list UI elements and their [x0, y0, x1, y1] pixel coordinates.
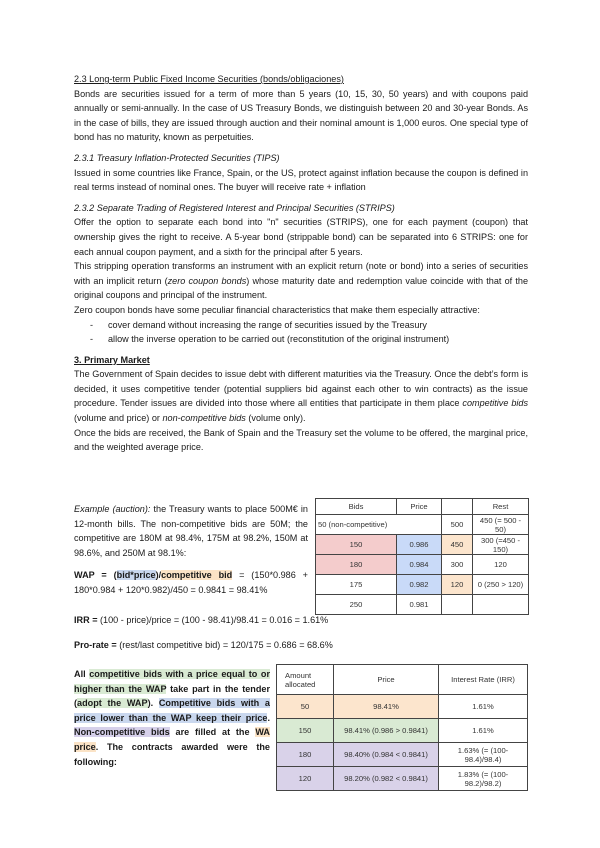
wap-formula: WAP = (bid*price)/competitive bid = (150*0.986 + 180*0.984 + 120*0.982)/450 = 0.9841 = 98.41%: [74, 570, 308, 595]
section-2-3-1-heading: 2.3.1 Treasury Inflation-Protected Securities (TIPS): [74, 152, 280, 163]
cell: 120: [442, 575, 473, 595]
table-header-row: [277, 665, 528, 695]
strips-paragraph-2: This stripping operation transforms an instrument with an explicit return (note or bond) into a series of securities with an implicit return (zero coupon bonds) whose maturity date and redemption value coincide with that of the original coupons and principal of the instrument.: [74, 261, 529, 301]
cell: [473, 595, 529, 615]
table-row: [277, 767, 528, 791]
cell: 1.63% (= (100-98.4)/98.4): [439, 743, 528, 767]
cell: 1.83% (= (100-98.2)/98.2): [439, 767, 528, 791]
cell: 98.41%: [334, 695, 439, 719]
prorate-formula: Pro-rate = (rest/last competitive bid) = 120/175 = 0.686 = 68.6%: [74, 640, 333, 650]
primary-market-paragraph-1: The Government of Spain decides to issue debt with different maturities via the Treasury. Once the debt’s form is decided, it uses competitive tender (potential suppliers bid against each other to win contracts) as the issue procedure. Tender issues are divided into those where all entities that participate in them place competitive bids (volume and price) or non-competitive bids (volume only).: [74, 369, 529, 424]
cell: 98.41% (0.986 > 0.9841): [334, 719, 439, 743]
cell: 450 (= 500 - 50): [473, 515, 529, 535]
cell: 98.20% (0.982 < 0.9841): [334, 767, 439, 791]
header-rest: Rest: [473, 499, 529, 515]
document-page: [74, 72, 528, 455]
cell: 175: [316, 575, 397, 595]
cell: 180: [316, 555, 397, 575]
allocation-summary: All competitive bids with a price equal to or higher than the WAP take part in the tender (adopt the WAP). Competitive bids with a price lower than the WAP keep their price. Non-competitive bids are filled at the WA price. The contracts awarded were the following:: [74, 669, 270, 767]
cell: 1.61%: [439, 695, 528, 719]
cell: 300: [442, 555, 473, 575]
cell: [442, 595, 473, 615]
bullet-item: - allow the inverse operation to be carried out (reconstitution of the original instrument): [90, 334, 450, 345]
table-row: [316, 595, 529, 615]
section-3-heading: 3. Primary Market: [74, 354, 150, 365]
cell: 98.40% (0.984 < 0.9841): [334, 743, 439, 767]
cell: 180: [277, 743, 334, 767]
section-2-3-body: Bonds are securities issued for a term of more than 5 years (10, 15, 30, 50 years) and with coupons paid annually or semi-annually. In the case of US Treasury Bonds, we distinguish between 20 and 30-year Bonds. As in the case of bills, they are issued through auction and their nominal amount is 1,000 euros. One special type of bond has no maturity, known as perpetuities.: [74, 88, 528, 143]
cell: 150: [277, 719, 334, 743]
cell: 50 (non-competitive): [316, 515, 442, 535]
header-irr: Interest Rate (IRR): [439, 665, 528, 695]
table-row: [277, 719, 528, 743]
cell: 250: [316, 595, 397, 615]
table-row: [277, 743, 528, 767]
bullet-item: - cover demand without increasing the range of securities issued by the Treasury: [90, 319, 427, 330]
table-row: [316, 515, 529, 535]
table-row: [316, 535, 529, 555]
irr-formula: IRR = (100 - price)/price = (100 - 98.41)/98.41 = 0.016 = 1.61%: [74, 615, 329, 625]
header-blank: [442, 499, 473, 515]
cell: 0.982: [397, 575, 442, 595]
cell: 0.984: [397, 555, 442, 575]
cell: 50: [277, 695, 334, 719]
example-text: Example (auction): the Treasury wants to place 500M€ in 12-month bills. The non-competitive bids are 50M; the competitive are 180M at 98.4%, 175M at 98.2%, 150M at 98.6%, and 250M at 98.1%:: [74, 504, 308, 558]
section-2-3-2-heading: 2.3.2 Separate Trading of Registered Interest and Principal Securities (STRIPS): [74, 202, 395, 213]
cell: 450: [442, 535, 473, 555]
header-price: Price: [334, 665, 439, 695]
cell: 500: [442, 515, 473, 535]
cell: 1.61%: [439, 719, 528, 743]
table-row: [277, 695, 528, 719]
header-amount: Amount allocated: [277, 665, 334, 695]
cell: 120: [277, 767, 334, 791]
strips-paragraph-3: Zero coupon bonds have some peculiar financial characteristics that make them especially attractive:: [74, 304, 480, 315]
table-row: [316, 575, 529, 595]
cell: 0.986: [397, 535, 442, 555]
awards-table: [276, 664, 528, 791]
table-row: [316, 555, 529, 575]
cell: 0.981: [397, 595, 442, 615]
header-price: Price: [397, 499, 442, 515]
cell: 120: [473, 555, 529, 575]
primary-market-paragraph-2: Once the bids are received, the Bank of Spain and the Treasury set the volume to be offered, the marginal price, and the weighted average price.: [74, 427, 528, 453]
strips-paragraph-1: Offer the option to separate each bond into "n" securities (STRIPS), one for each payment (coupon) that ownership gives the right to receive. A 5-year bond (strippable bond) can be separated into 6 STRIPS: one for each annual coupon payment, and a sixth for the principal after 5 years.: [74, 217, 528, 257]
section-2-3-heading: 2.3 Long-term Public Fixed Income Securities (bonds/obligaciones): [74, 74, 344, 84]
section-2-3-1-body: Issued in some countries like France, Spain, or the US, protect against inflation because the coupon is defined in real terms instead of nominal ones. The buyer will receive rate + inflation: [74, 167, 528, 193]
example-block: [74, 502, 308, 598]
cell: 300 (=450 - 150): [473, 535, 529, 555]
table-header-row: [316, 499, 529, 515]
header-bids: Bids: [316, 499, 397, 515]
cell: 0 (250 > 120): [473, 575, 529, 595]
cell: 150: [316, 535, 397, 555]
bids-table: [315, 498, 529, 615]
